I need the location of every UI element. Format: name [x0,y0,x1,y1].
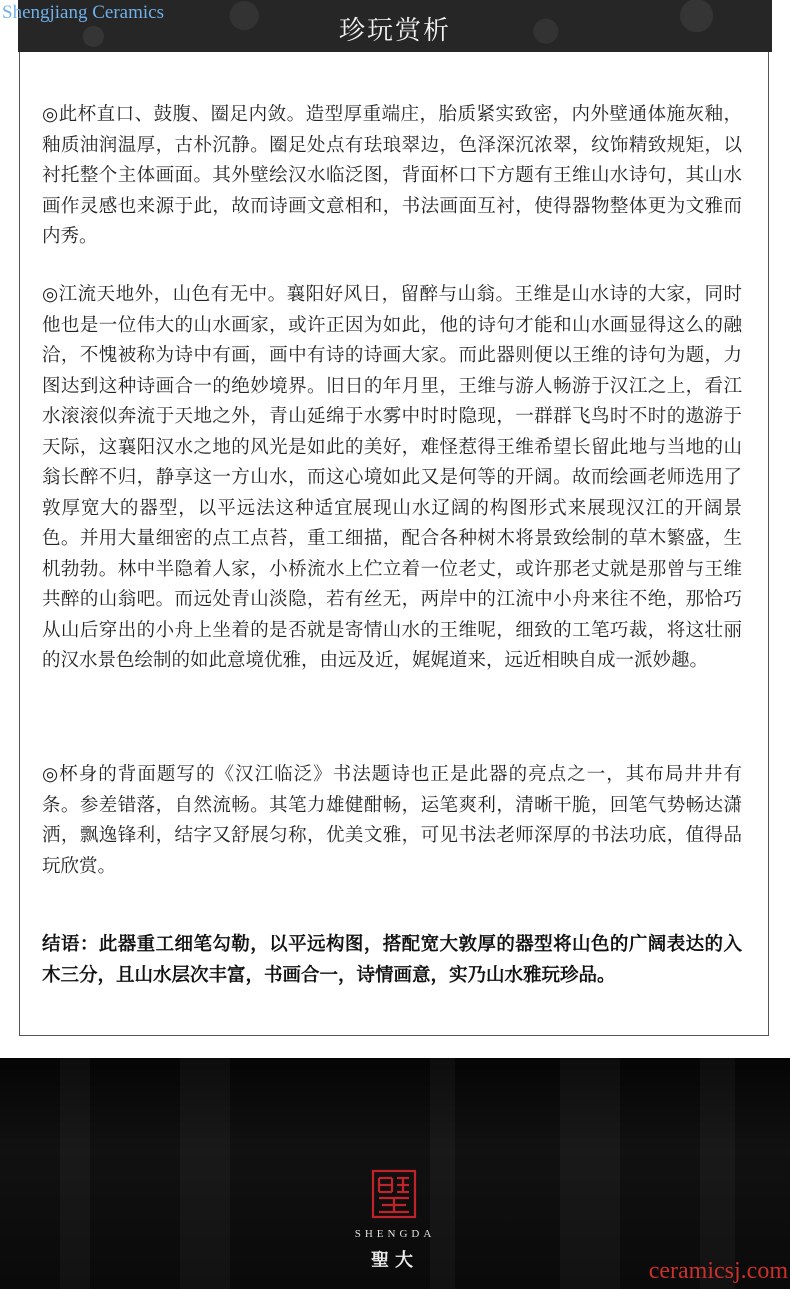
brand-seal-logo [370,1168,418,1220]
section-title: 珍玩赏析 [338,16,451,46]
paragraph-conclusion: 结语：此器重工细笔勾勒，以平远构图，搭配宽大敦厚的器型将山色的广阔表达的入木三分，且山水层次丰富，书画合一，诗情画意，实乃山水雅玩珍品。 [42,934,742,986]
paragraph-calligraphy-description: ◎杯身的背面题写的《汉江临泛》书法题诗也正是此器的亮点之一，其布局井井有条。参差错落，自然流畅。其笔力雄健酣畅，运笔爽利，清晰干脆，回笔气势畅达潇洒，飘逸锋利，结字又舒展匀称，优美文雅，可见书法老师深厚的书法功底，值得品玩欣赏。 [42,764,742,877]
brand-name-chinese: 聖大 [371,1250,419,1271]
paragraph-painting-description: ◎江流天地外，山色有无中。襄阳好风日，留醉与山翁。王维是山水诗的大家，同时他也是一位伟大的山水画家，或许正因为如此，他的诗句才能和山水画显得这么的融洽，不愧被称为诗中有画，画中有诗的诗画大家。而此器则便以王维的诗句为题，力图达到这种诗画合一的绝妙境界。旧日的年月里，王维与游人畅游于汉江之上，看江水滚滚似奔流于天地之外，青山延绵于水雾中时时隐现，一群群飞鸟时不时的遨游于天际，这襄阳汉水之地的风光是如此的美好，难怪惹得王维希望长留此地与当地的山翁长醉不归，静享这一方山水，而这心境如此又是何等的开阔。故而绘画老师选用了敦厚宽大的器型，以平远法这种适宜展现山水辽阔的构图形式来展现汉江的开阔景色。并用大量细密的点工点苔，重工细描，配合各种树木将景致绘制的草木繁盛，生机勃勃。林中半隐着人家，小桥流水上伫立着一位老丈，或许那老丈就是那曾与王维共醉的山翁吧。而远处青山淡隐，若有丝无，两岸中的江流中小舟来往不绝，那恰巧从山后穿出的小舟上坐着的是否就是寄情山水的王维呢，细致的工笔巧裁，将这壮丽的汉水景色绘制的如此意境优雅，由远及近，娓娓道来，远近相映自成一派妙趣。 [42,284,742,671]
brand-name-latin: SHENGDA [354,1228,436,1240]
paragraph-shape-description: ◎此杯直口、鼓腹、圈足内敛。造型厚重端庄，胎质紧实致密，内外壁通体施灰釉，釉质油润温厚，古朴沉静。圈足处点有珐琅翠边，色泽深沉浓翠，纹饰精致规矩，以衬托整个主体画面。其外壁绘汉水临泛图，背面杯口下方题有王维山水诗句，其山水画作灵感也来源于此，故而诗画文意相和，书法画面互衬，使得器物整体更为文雅而内秀。 [42,104,742,247]
appreciation-text-box [19,52,769,1036]
watermark-bottom: ceramicsj.com [648,1258,788,1284]
watermark-top: Shengjiang Ceramics [2,2,164,23]
